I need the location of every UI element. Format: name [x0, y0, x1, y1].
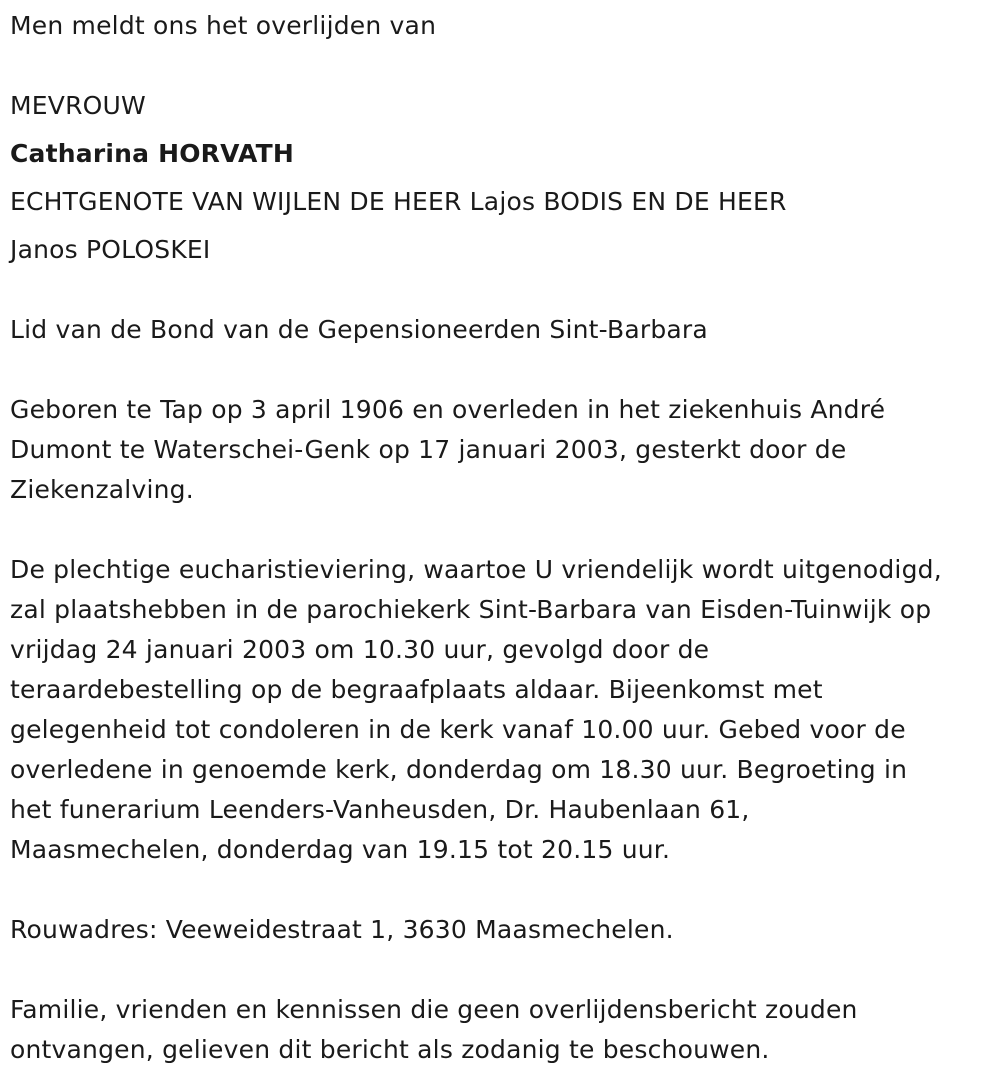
ceremony-line: het funerarium Leenders-Vanheusden, Dr. Haubenlaan 61, [10, 795, 750, 824]
membership-text: Lid van de Bond van de Gepensioneerden Sint-Barbara [10, 315, 708, 344]
birth-death-line: Ziekenzalving. [10, 475, 194, 504]
spouse-line-2: Janos POLOSKEI [10, 235, 211, 264]
birth-death-line: Dumont te Waterschei-Genk op 17 januari 2003, gesterkt door de [10, 435, 847, 464]
closing-line: ontvangen, gelieven dit bericht als zodanig te beschouwen. [10, 1035, 770, 1064]
mourning-address: Rouwadres: Veeweidestraat 1, 3630 Maasmechelen. [10, 915, 674, 944]
ceremony-line: De plechtige eucharistieviering, waartoe U vriendelijk wordt uitgenodigd, [10, 555, 942, 584]
title-text: MEVROUW [10, 91, 146, 120]
closing-line: Familie, vrienden en kennissen die geen overlijdensbericht zouden [10, 995, 858, 1024]
ceremony-line: teraardebestelling op de begraafplaats aldaar. Bijeenkomst met [10, 675, 823, 704]
ceremony-line: gelegenheid tot condoleren in de kerk vanaf 10.00 uur. Gebed voor de [10, 715, 906, 744]
spouse-line-1: ECHTGENOTE VAN WIJLEN DE HEER Lajos BODIS EN DE HEER [10, 187, 787, 216]
ceremony-line: overledene in genoemde kerk, donderdag om 18.30 uur. Begroeting in [10, 755, 908, 784]
intro-text: Men meldt ons het overlijden van [10, 11, 437, 40]
birth-death-line: Geboren te Tap op 3 april 1906 en overleden in het ziekenhuis André [10, 395, 886, 424]
ceremony-line: Maasmechelen, donderdag van 19.15 tot 20.15 uur. [10, 835, 671, 864]
deceased-name: Catharina HORVATH [10, 139, 294, 168]
ceremony-line: zal plaatshebben in de parochiekerk Sint-Barbara van Eisden-Tuinwijk op [10, 595, 932, 624]
ceremony-line: vrijdag 24 januari 2003 om 10.30 uur, gevolgd door de [10, 635, 710, 664]
